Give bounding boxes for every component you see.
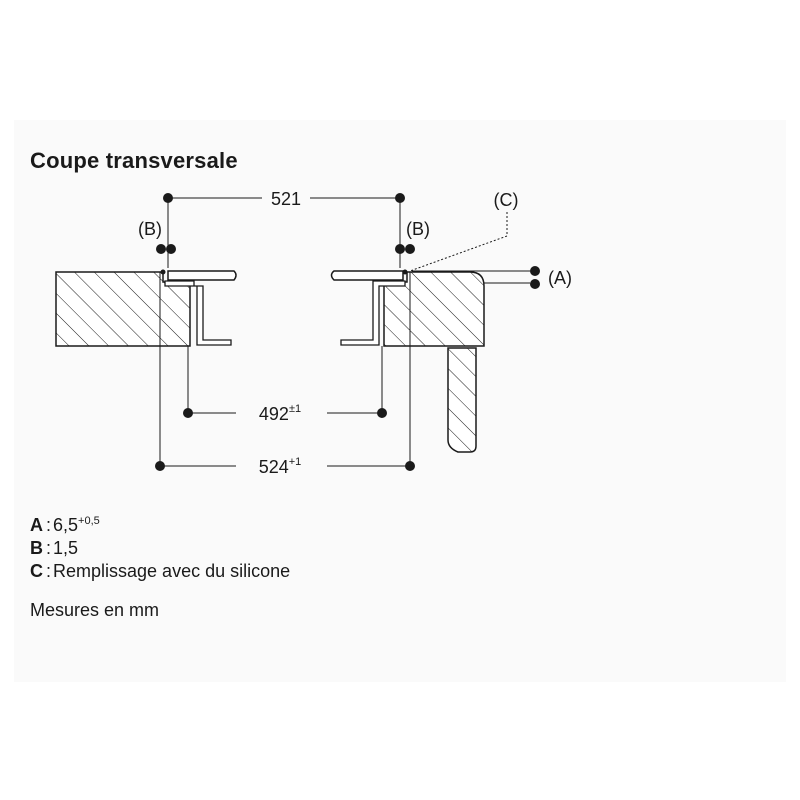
legend-value: 6,5: [53, 515, 79, 535]
legend-row-a: [30, 510, 290, 537]
units-note: Mesures en mm: [30, 600, 160, 620]
right-appliance-glass: [332, 271, 404, 280]
dimension-521-label: 521: [270, 189, 302, 209]
dimension-524-value: 524: [258, 457, 289, 477]
dimension-492-label: [259, 403, 301, 424]
legend-row-b: [30, 537, 290, 560]
callout-b-right: (B): [406, 219, 430, 239]
callout-c: (C): [493, 190, 519, 210]
legend-key: C: [30, 561, 43, 581]
legend-key: A: [30, 515, 43, 535]
legend: [30, 510, 290, 583]
callout-b-left: (B): [138, 219, 162, 239]
callout-a: (A): [548, 268, 572, 288]
legend-separator: :: [46, 561, 52, 581]
legend-value: 1,5: [53, 538, 79, 558]
legend-row-c: [30, 560, 290, 583]
legend-separator: :: [46, 515, 52, 535]
legend-key: B: [30, 538, 43, 558]
legend-tolerance: +0,5: [78, 515, 100, 527]
left-appliance-glass: [168, 271, 236, 280]
dimension-524-tolerance: +1: [288, 456, 302, 468]
legend-value: Remplissage avec du silicone: [53, 561, 291, 581]
cabinet-side-panel: [448, 348, 476, 452]
page-title: Coupe transversale: [30, 148, 238, 173]
dimension-492-value: 492: [258, 404, 289, 424]
dimension-524-label: [259, 456, 302, 477]
dimension-492-tolerance: ±1: [288, 403, 302, 415]
legend-separator: :: [46, 538, 52, 558]
